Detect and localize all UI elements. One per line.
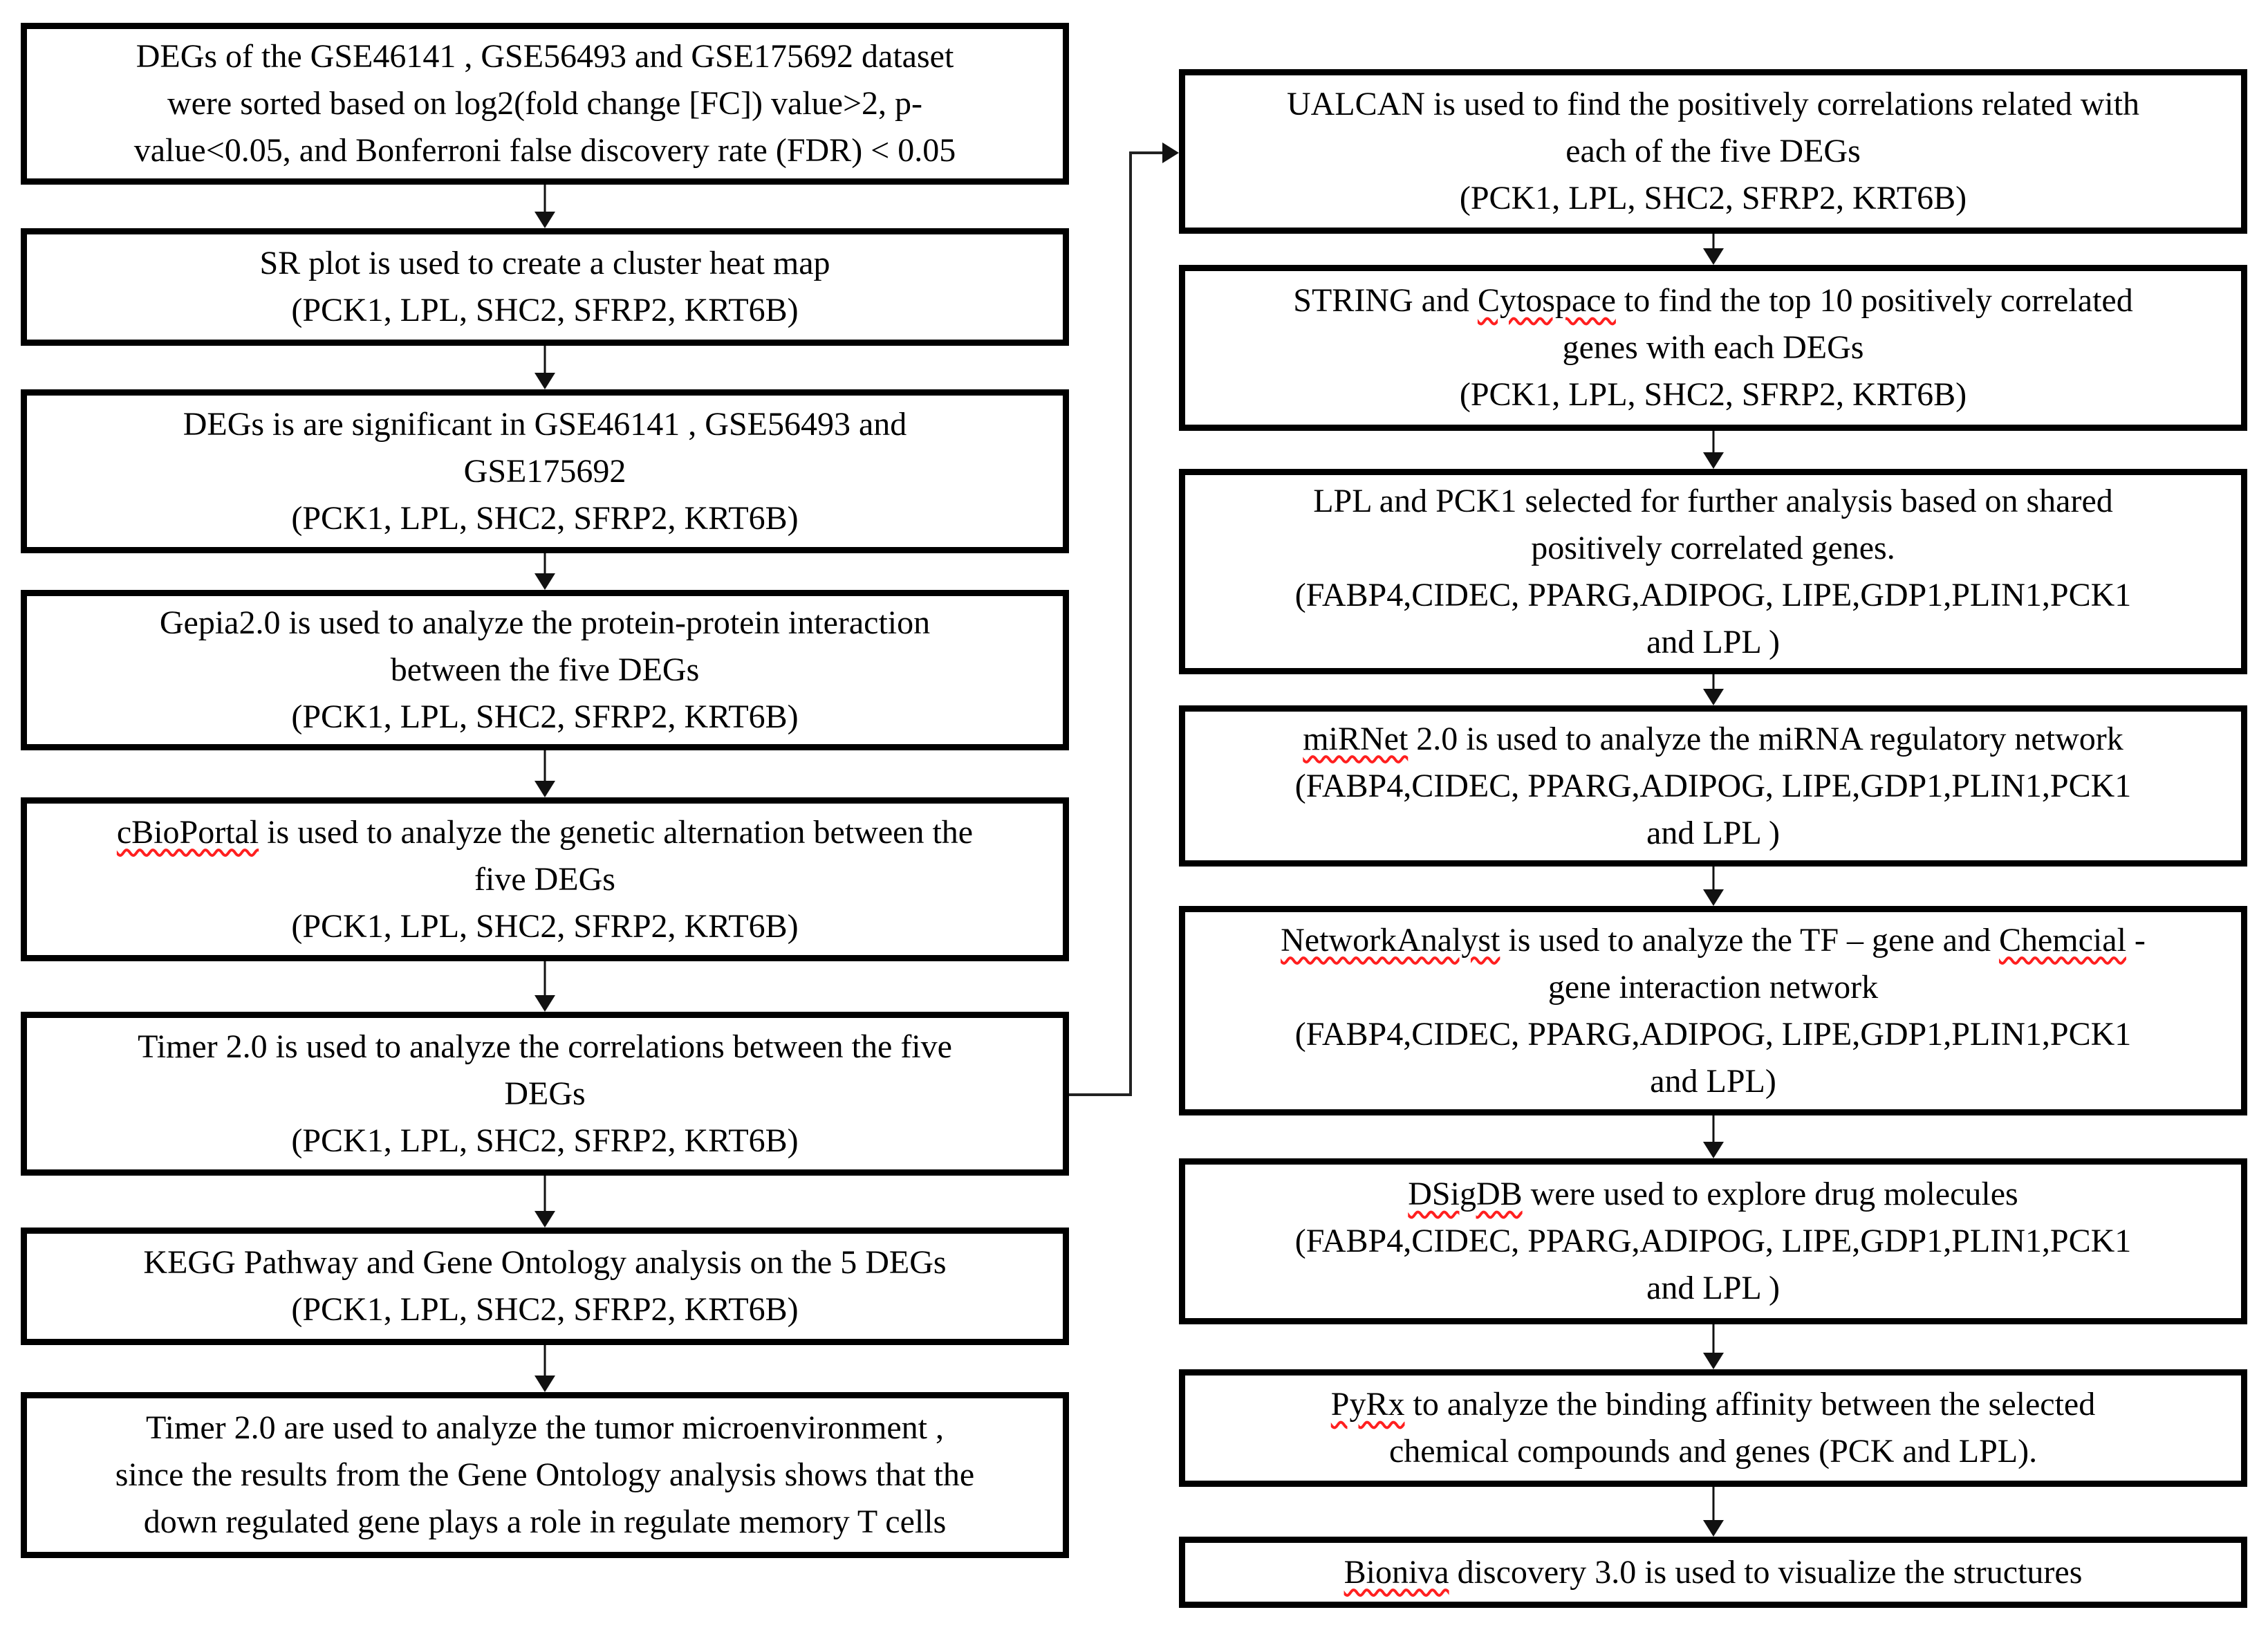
box-sr-plot [21,228,1069,346]
text-segment: between the five DEGs [390,651,700,688]
box-bioniva [1179,1537,2247,1608]
arrow-head-icon [535,781,555,797]
text-segment: Gepia2.0 is used to analyze the protein-protein interaction [159,604,931,641]
box-text-line [1389,1428,2037,1475]
arrow-head-icon [1703,1142,1724,1158]
text-segment: LPL and PCK1 selected for further analysis based on shared [1313,482,2113,519]
box-text-line [1548,964,1878,1011]
box-cbioportal [21,797,1069,961]
connector-arrow-head-icon [1162,142,1179,163]
box-text-line [291,1286,798,1333]
misspelled-word: cBioPortal [116,813,259,851]
box-text-line [1295,763,2132,810]
connector-vertical [1129,151,1132,1096]
arrow-head-icon [535,1211,555,1228]
text-segment: each of the five DEGs [1565,133,1861,169]
arrow-stem [1713,431,1715,452]
box-text-line [1331,1381,2095,1428]
box-pyrx [1179,1369,2247,1487]
flow-arrow-down [1703,431,1724,469]
flow-arrow-down [1703,674,1724,705]
arrow-stem [1713,867,1715,889]
box-text-line [1293,277,2132,324]
flow-arrow-down [1703,1324,1724,1369]
text-segment: (PCK1, LPL, SHC2, SFRP2, KRT6B) [291,292,799,328]
flow-arrow-down [535,961,555,1012]
arrow-head-icon [1703,248,1724,265]
box-text-line [464,448,626,495]
text-segment: is used to analyze the genetic alternation between the [259,813,974,851]
box-networkanalyst [1179,906,2247,1115]
text-segment: (FABP4,CIDEC, PPARG,ADIPOG, LIPE,GDP1,PLIN1,PCK1 [1294,1223,2132,1259]
text-segment: (FABP4,CIDEC, PPARG,ADIPOG, LIPE,GDP1,PLIN1,PCK1 [1294,576,2132,613]
box-string-cytospace [1179,265,2247,431]
misspelled-word: Cytospace [1477,282,1616,319]
box-text-line [1287,81,2139,128]
box-text-line [1646,810,1780,857]
text-segment: and LPL ) [1646,1270,1780,1306]
box-text-line [160,600,930,647]
box-text-line [474,856,615,903]
flow-arrow-down [535,1176,555,1228]
arrow-stem [1713,1324,1715,1353]
box-text-line [1281,917,2146,964]
text-segment: STRING and [1293,282,1478,319]
box-ualcan [1179,69,2247,234]
arrow-head-icon [1703,689,1724,705]
misspelled-word: DSigDB [1408,1176,1523,1212]
text-segment: (PCK1, LPL, SHC2, SFRP2, KRT6B) [291,1122,799,1159]
arrow-head-icon [1703,1520,1724,1537]
box-text-line [1295,1218,2132,1265]
box-text-line [138,1024,952,1071]
text-segment: 2.0 is used to analyze the miRNA regulatory network [1408,720,2123,757]
box-text-line [1295,572,2132,619]
box-text-line [291,1118,798,1165]
box-text-line [146,1405,944,1452]
box-text-line [117,809,973,856]
text-segment: value<0.05, and Bonferroni false discovery rate (FDR) < 0.05 [133,132,956,169]
text-segment: - [2126,921,2146,958]
text-segment: UALCAN is used to find the positively correlations related with [1286,86,2140,122]
text-segment: were sorted based on log2(fold change [FC]) value>2, p- [167,85,923,122]
misspelled-word: miRNet [1303,720,1409,757]
text-segment: (FABP4,CIDEC, PPARG,ADIPOG, LIPE,GDP1,PLIN1,PCK1 [1294,767,2132,804]
flow-arrow-down [1703,867,1724,906]
flow-arrow-down [535,346,555,389]
text-segment: discovery 3.0 is used to visualize the structures [1449,1553,2083,1591]
text-segment: (PCK1, LPL, SHC2, SFRP2, KRT6B) [291,907,799,945]
text-segment: (PCK1, LPL, SHC2, SFRP2, KRT6B) [1459,180,1967,216]
arrow-stem [544,961,546,995]
flow-arrow-down [535,1345,555,1392]
box-text-line [291,495,798,542]
text-segment: SR plot is used to create a cluster heat map [259,245,830,281]
box-text-line [144,1499,947,1546]
arrow-stem [544,750,546,781]
flow-arrow-down [1703,1487,1724,1537]
box-text-line [259,240,830,287]
arrow-head-icon [1703,889,1724,906]
text-segment: Timer 2.0 is used to analyze the correlations between the five [138,1028,952,1065]
box-text-line [183,401,907,448]
arrow-stem [544,553,546,573]
text-segment: to find the top 10 positively correlated [1615,282,2133,319]
flow-arrow-down [1703,1115,1724,1158]
text-segment: DEGs [504,1075,586,1112]
text-segment: were used to explore drug molecules [1522,1176,2018,1212]
box-dsigdb [1179,1158,2247,1324]
flow-arrow-down [1703,234,1724,265]
box-text-line [291,903,798,950]
text-segment: and LPL ) [1646,623,1780,660]
text-segment: to analyze the binding affinity between the selected [1404,1386,2096,1423]
flow-arrow-down [535,185,555,228]
arrow-stem [1713,234,1715,248]
box-text-line [291,287,798,334]
text-segment: (PCK1, LPL, SHC2, SFRP2, KRT6B) [291,499,799,537]
misspelled-word: NetworkAnalyst [1281,921,1500,958]
box-text-line [1646,619,1780,666]
box-deg-sorting [21,23,1069,185]
text-segment: DEGs of the GSE46141 , GSE56493 and GSE175692 dataset [136,38,954,75]
box-gepia [21,590,1069,750]
text-segment: chemical compounds and genes (PCK and LPL). [1388,1433,2038,1470]
text-segment: five DEGs [474,860,615,898]
arrow-head-icon [535,1376,555,1392]
connector-horizontal-bottom [1069,1093,1132,1096]
text-segment: genes with each DEGs [1562,329,1864,366]
text-segment: Timer 2.0 are used to analyze the tumor microenvironment , [146,1409,944,1446]
box-text-line [1344,1549,2083,1596]
box-text-line [1460,175,1967,222]
arrow-head-icon [1703,1353,1724,1369]
box-mirnet [1179,705,2247,867]
box-text-line [1408,1171,2018,1218]
box-text-line [1563,324,1864,371]
misspelled-word: PyRx [1330,1386,1405,1423]
arrow-stem [544,1176,546,1211]
text-segment: (PCK1, LPL, SHC2, SFRP2, KRT6B) [291,1291,799,1328]
misspelled-word: Chemcial [1998,921,2126,958]
box-text-line [1531,525,1895,572]
box-deg-significant [21,389,1069,553]
box-text-line [291,694,798,741]
box-text-line [1565,128,1861,175]
arrow-stem [544,346,546,373]
arrow-stem [544,1345,546,1376]
flow-arrow-down [535,553,555,590]
text-segment: down regulated gene plays a role in regulate memory T cells [143,1503,947,1540]
box-lpl-pck1-selected [1179,469,2247,674]
arrow-stem [1713,1487,1715,1520]
arrow-head-icon [1703,452,1724,469]
text-segment: gene interaction network [1547,968,1879,1006]
misspelled-word: Bioniva [1344,1553,1449,1591]
connector-horizontal-top [1129,151,1164,154]
text-segment: DEGs is are significant in GSE46141 , GSE56493 and [183,405,907,443]
box-text-line [1646,1265,1780,1312]
text-segment: (PCK1, LPL, SHC2, SFRP2, KRT6B) [1459,376,1967,413]
box-text-line [167,80,922,127]
arrow-head-icon [535,212,555,228]
box-text-line [1295,1011,2132,1058]
box-text-line [134,127,956,174]
box-kegg-go [21,1228,1069,1345]
text-segment: KEGG Pathway and Gene Ontology analysis on the 5 DEGs [143,1244,947,1281]
arrow-head-icon [535,573,555,590]
box-text-line [1460,371,1967,418]
box-text-line [1650,1058,1776,1105]
box-text-line [143,1239,946,1286]
text-segment: (PCK1, LPL, SHC2, SFRP2, KRT6B) [291,698,799,735]
box-text-line [115,1452,974,1499]
arrow-stem [1713,674,1715,689]
arrow-stem [1713,1115,1715,1142]
text-segment: and LPL) [1650,1062,1776,1100]
box-text-line [1303,716,2123,763]
box-text-line [1313,478,2113,525]
text-segment: is used to analyze the TF – gene and [1500,921,1999,958]
text-segment: and LPL ) [1646,814,1780,851]
arrow-head-icon [535,373,555,389]
box-timer-tme [21,1392,1069,1558]
text-segment: since the results from the Gene Ontology analysis shows that the [115,1456,975,1493]
box-text-line [391,647,700,694]
box-text-line [136,33,954,80]
text-segment: (FABP4,CIDEC, PPARG,ADIPOG, LIPE,GDP1,PLIN1,PCK1 [1294,1015,2132,1053]
text-segment: positively correlated genes. [1531,529,1895,566]
box-text-line [504,1071,585,1118]
arrow-stem [544,185,546,212]
box-timer-correlations [21,1012,1069,1176]
flow-arrow-down [535,750,555,797]
text-segment: GSE175692 [463,452,626,490]
arrow-head-icon [535,995,555,1012]
